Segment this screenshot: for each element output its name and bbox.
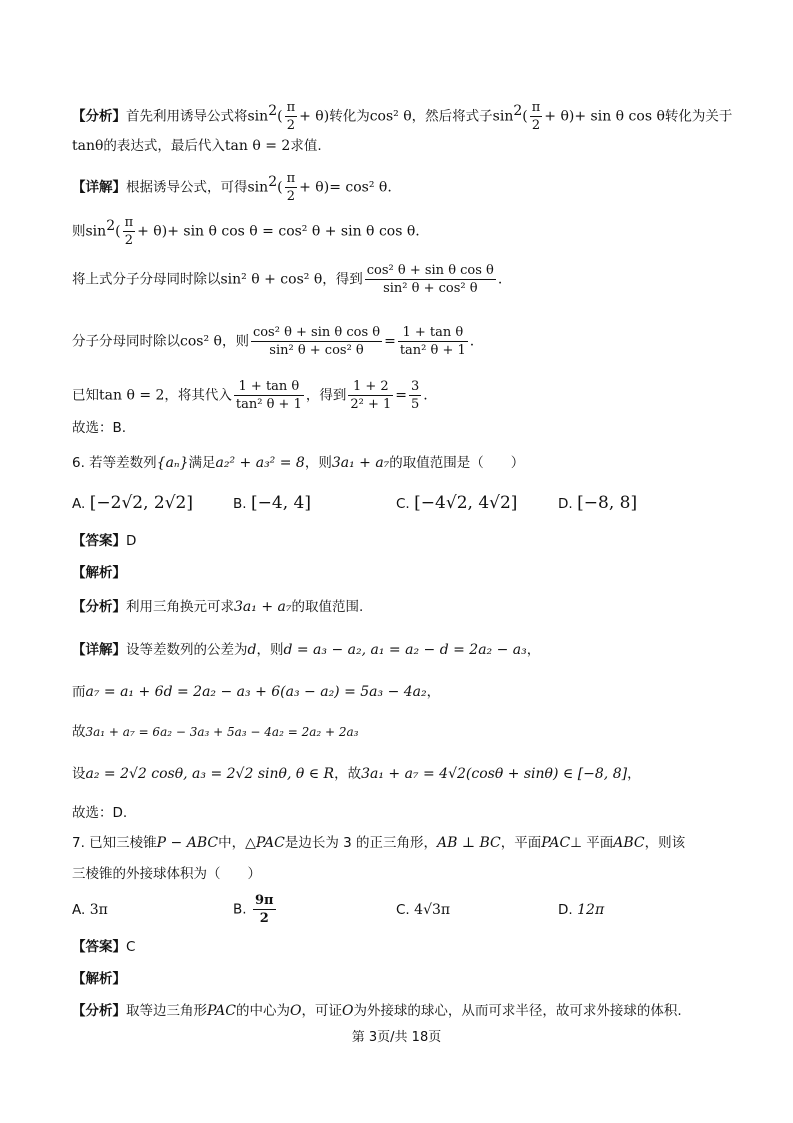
q6-option-b: B. [−4, 4]: [233, 493, 311, 513]
detail5-choose: 故选：B.: [72, 420, 127, 436]
detail5-line1: 【详解】根据诱导公式，可得$\sin^2$( $\frac{\pi}{2}$ + θ)= cos² θ.: [72, 171, 392, 204]
q7-answer: 【答案】C: [72, 939, 136, 955]
q7-option-d: D. 12π: [558, 902, 605, 918]
q6-answer: 【答案】D: [72, 533, 137, 549]
q6-jiexi: 【解析】: [72, 565, 126, 581]
q6-choose: 故选：D.: [72, 805, 128, 821]
q6-detail1: 【详解】设等差数列的公差为d，则d = a₃ − a₂, a₁ = a₂ − d = 2a₂ − a₃，: [72, 642, 541, 658]
q6-detail3: 故3a₁ + a₇ = 6a₂ − 3a₃ + 5a₃ − 4a₂ = 2a₂ + 2a₃: [72, 724, 359, 740]
q6-detail4: 设a₂ = 2√2 cosθ, a₃ = 2√2 sinθ, θ ∈ R，故3a₁ + a₇ = 4√2(cosθ + sinθ) ∈ [−8, 8]，: [72, 766, 641, 782]
q6-option-d: D. [−8, 8]: [558, 493, 638, 513]
q6-stem: 6. 若等差数列{aₙ}满足a₂² + a₃² = 8，则3a₁ + a₇的取值范围是（ ）: [72, 455, 525, 471]
analysis5-line2: tanθ的表达式，最后代入tan θ = 2求值.: [72, 138, 322, 154]
q7-stem1: 7. 已知三棱锥P − ABC中，△PAC是边长为 3 的正三角形，AB ⊥ BC，平面PAC⊥ 平面ABC，则该: [72, 835, 686, 851]
detail-tag: 【详解】: [72, 179, 126, 196]
q7-analysis: 【分析】取等边三角形PAC的中心为O，可证O为外接球的球心，从而可求半径，故可求外接球的体积.: [72, 1003, 682, 1019]
q6-option-a: A. [−2√2, 2√2]: [72, 493, 193, 513]
detail5-line3: 将上式分子分母同时除以sin² θ + cos² θ，得到 $\frac{\text{cos² θ + sin θ cos θ}}{\text{sin² θ + cos² θ}}$ .: [72, 263, 503, 296]
detail5-line2: 则$\sin^2$( $\frac{\pi}{2}$ + θ)+ sin θ cos θ = cos² θ + sin θ cos θ.: [72, 215, 420, 248]
analysis-tag: 【分析】: [72, 108, 126, 125]
q7-option-c: C. 4√3π: [396, 902, 451, 918]
detail5-line5: 已知tan θ = 2，将其代入 $\frac{\text{1 + tan θ}}{\text{tan² θ + 1}}$ ，得到 $\frac{1 + 2}{\text{2² + 1}}$ = $\frac{3}{5}$ .: [72, 379, 428, 412]
detail5-line4: 分子分母同时除以cos² θ，则 $\frac{\text{cos² θ + sin θ cos θ}}{\text{sin² θ + cos² θ}}$ = $\frac{\text{1 + tan θ}}{\text{tan² θ + 1}}$ .: [72, 325, 475, 358]
q7-stem2: 三棱锥的外接球体积为（ ）: [72, 866, 261, 882]
q7-option-b: B. $\frac{9\pi}{2}$: [233, 893, 274, 926]
q6-analysis: 【分析】利用三角换元可求3a₁ + a₇的取值范围.: [72, 599, 364, 615]
q7-option-a: A. 3π: [72, 902, 108, 918]
analysis5-line1: 【分析】首先利用诱导公式将$\sin^2$( $\frac{\pi}{2}$ + θ)转化为cos² θ，然后将式子$\sin^2$( $\frac{\pi}{2}$ + θ)+ sin θ cos θ转化为关于: [72, 100, 733, 133]
q6-option-c: C. [−4√2, 4√2]: [396, 493, 518, 513]
page-footer: 第 3页/共 18页: [351, 1030, 442, 1045]
q7-jiexi: 【解析】: [72, 971, 126, 987]
q6-detail2: 而a₇ = a₁ + 6d = 2a₂ − a₃ + 6(a₃ − a₂) = 5a₃ − 4a₂，: [72, 684, 441, 700]
